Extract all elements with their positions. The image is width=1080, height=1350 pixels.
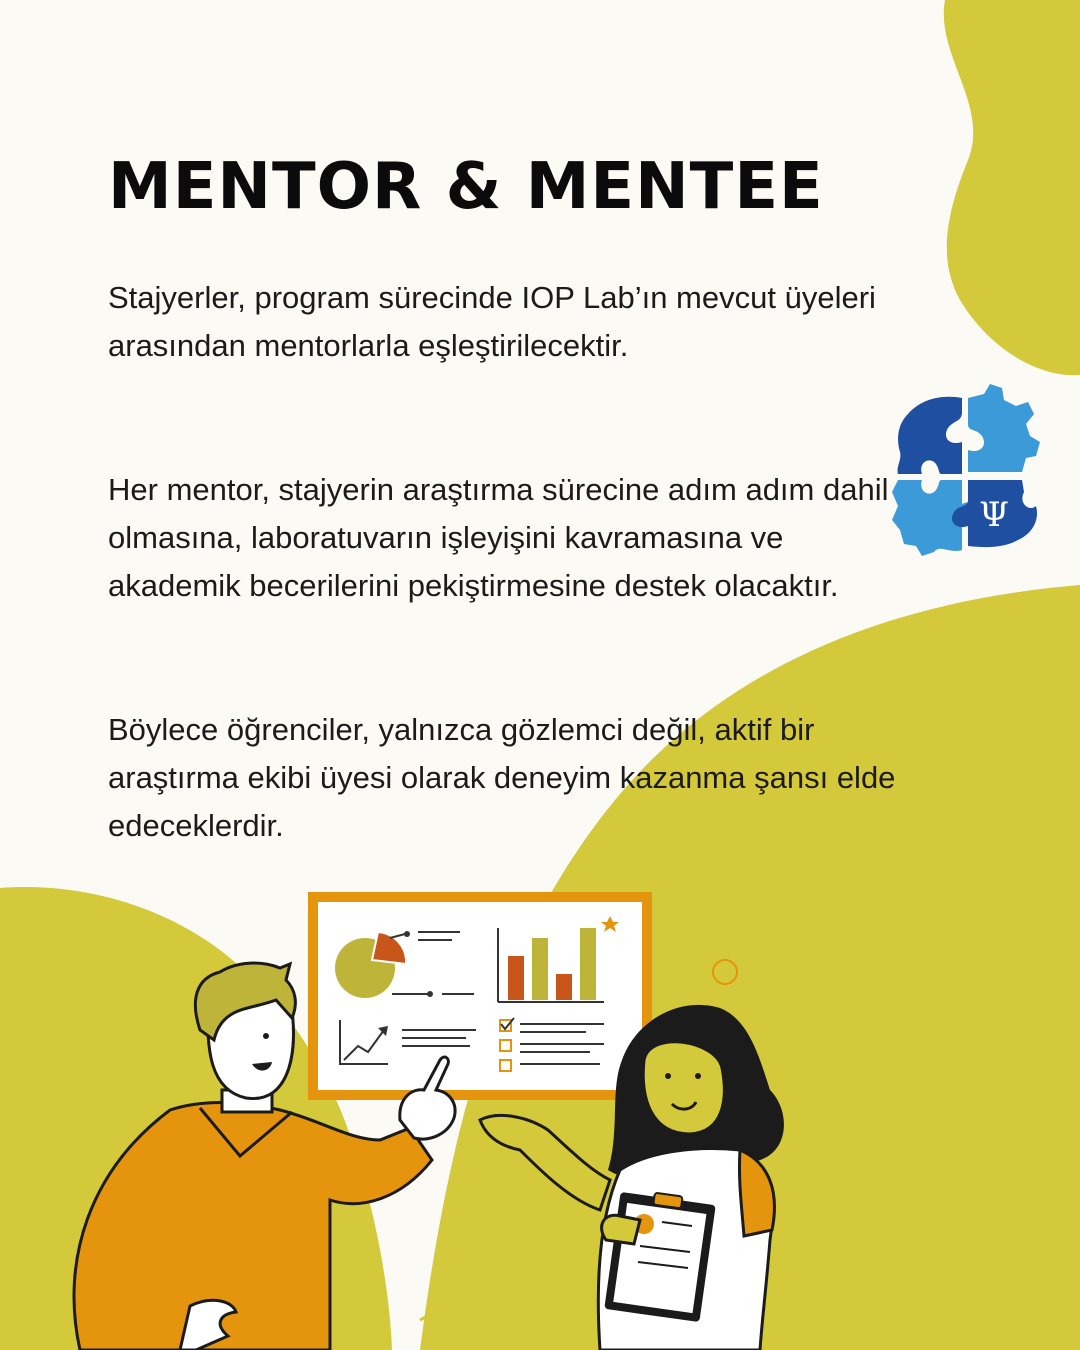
- decorative-swirl: [420, 1188, 466, 1320]
- logo-top-right-piece: [968, 384, 1040, 472]
- mentor-eye: [263, 1033, 269, 1039]
- mentee-eye-right: [695, 1073, 701, 1079]
- board-bar-3: [556, 974, 572, 1000]
- mentee-face: [643, 1042, 724, 1134]
- presentation-board: [308, 892, 652, 1100]
- board-bar-1: [508, 956, 524, 1000]
- mentee-eye-left: [665, 1073, 671, 1079]
- mentee-arm: [480, 1115, 610, 1210]
- decorative-circle: [713, 960, 737, 984]
- mentee-sleeve: [739, 1150, 774, 1236]
- mentee-clipboard: [604, 1192, 715, 1322]
- paragraph-team-experience: Böylece öğrenciler, yalnızca gözlemci değil, aktif bir araştırma ekibi üyesi olarak deneyim kazanma şansı elde edeceklerdir.: [108, 712, 896, 843]
- top-right-blob: [944, 0, 1080, 375]
- iop-lab-logo: [890, 380, 1040, 560]
- paragraph-mentor-matching: Stajyerler, program sürecinde IOP Lab’ın mevcut üyeleri arasından mentorlarla eşleştirilecektir.: [108, 280, 876, 363]
- board-bar-4: [580, 928, 596, 1000]
- board-bar-2: [532, 938, 548, 1000]
- logo-top-left-piece: [898, 397, 962, 474]
- mentor-mentee-illustration: [0, 880, 1080, 1350]
- mentor-sweater: [74, 1103, 432, 1350]
- mentee-hand: [602, 1215, 640, 1244]
- paragraph-mentor-support: Her mentor, stajyerin araştırma sürecine adım adım dahil olmasına, laboratuvarın işleyişini kavramasına ve akademik becerilerini pekiştirmesine destek olacaktır.: [108, 472, 889, 603]
- logo-psi-symbol: Ψ: [979, 495, 1009, 535]
- page-title: MENTOR & MENTEE: [108, 150, 824, 224]
